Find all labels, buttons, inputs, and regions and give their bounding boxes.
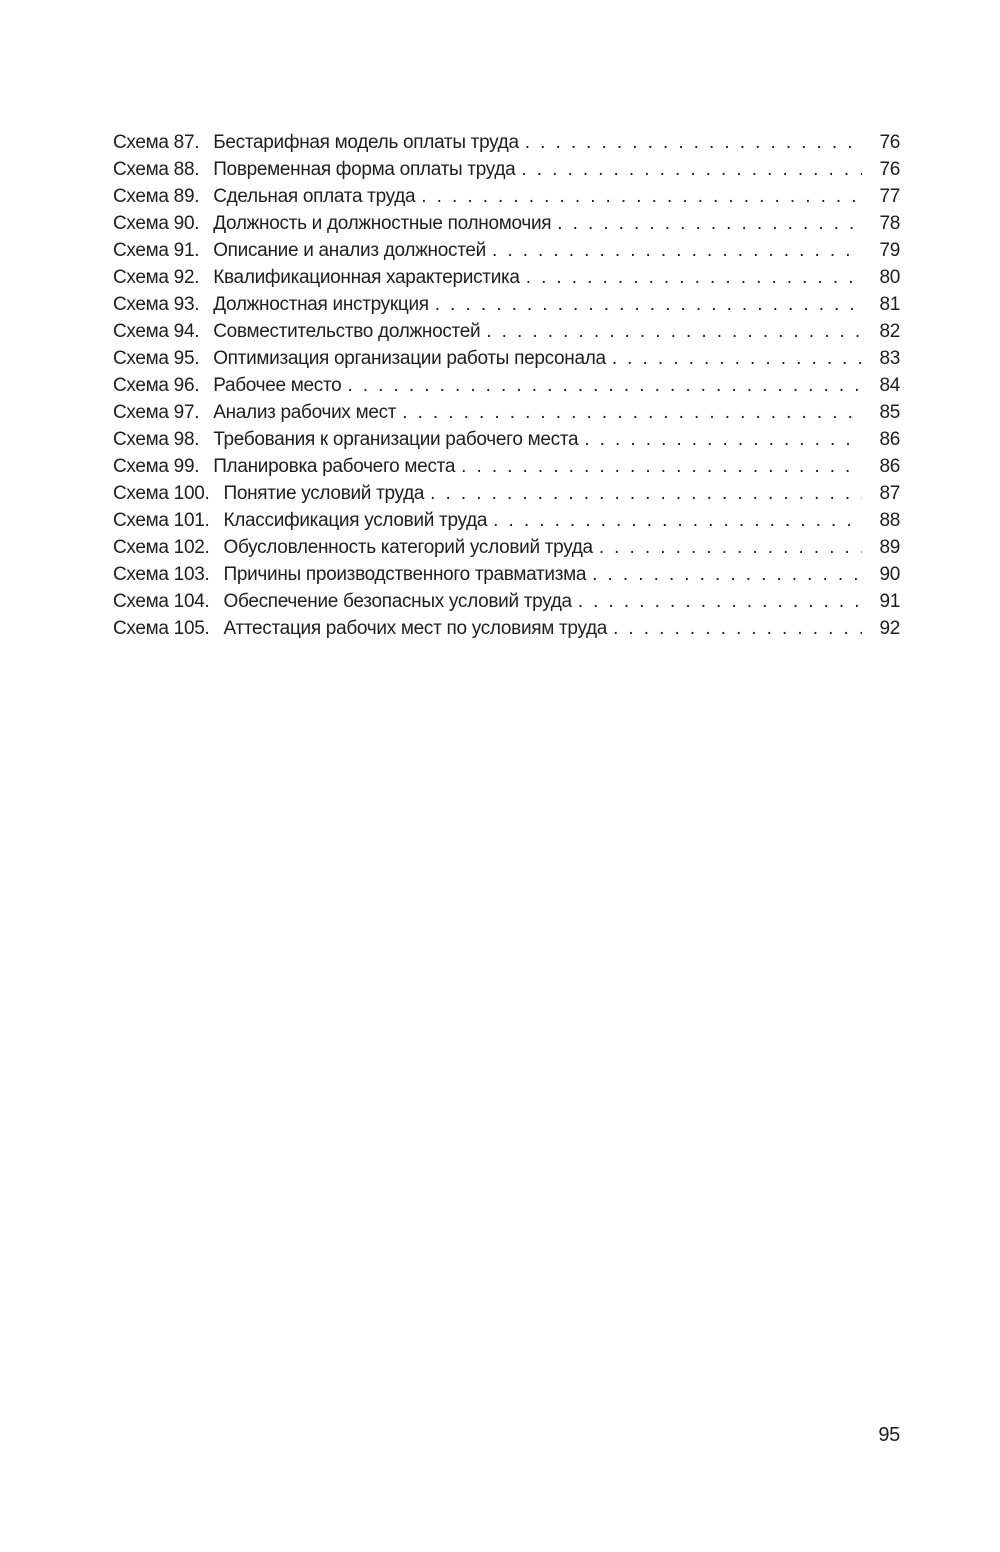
toc-entry-page: 83 [879, 348, 900, 369]
toc-entry-page: 78 [879, 213, 900, 234]
dot-leader [584, 426, 862, 453]
toc-entry-101[interactable] [113, 507, 900, 534]
toc-entry-title: Повременная форма оплаты труда [213, 159, 516, 180]
toc-entry-page: 76 [879, 159, 900, 180]
dot-leader [526, 264, 862, 291]
toc-entry-label: Схема 89. [113, 186, 200, 207]
toc-entry-97[interactable] [113, 399, 900, 426]
toc-entry-page: 86 [879, 429, 900, 450]
dot-leader [578, 588, 862, 615]
toc-entry-page: 77 [879, 186, 900, 207]
toc-entry-page: 90 [879, 564, 900, 585]
toc-entry-91[interactable] [113, 237, 900, 264]
toc-entry-89[interactable] [113, 183, 900, 210]
toc-entry-label: Схема 100. [113, 483, 210, 504]
toc-entry-104[interactable] [113, 588, 900, 615]
dot-leader [557, 210, 862, 237]
toc-entry-88[interactable] [113, 156, 900, 183]
toc-entry-title: Обеспечение безопасных условий труда [223, 591, 572, 612]
toc-entry-label: Схема 90. [113, 213, 200, 234]
toc-entry-title: Планировка рабочего места [213, 456, 456, 477]
dot-leader [492, 237, 862, 264]
dot-leader [435, 291, 862, 318]
toc-entry-103[interactable] [113, 561, 900, 588]
toc-entry-label: Схема 104. [113, 591, 210, 612]
dot-leader [461, 453, 862, 480]
toc-entry-title: Бестарифная модель оплаты труда [213, 132, 519, 153]
toc-entry-label: Схема 87. [113, 132, 200, 153]
toc-entry-92[interactable] [113, 264, 900, 291]
toc-entry-title: Рабочее место [213, 375, 342, 396]
toc-entry-label: Схема 96. [113, 375, 200, 396]
toc-entry-title: Понятие условий труда [223, 483, 425, 504]
toc-entry-title: Обусловленность категорий условий труда [223, 537, 593, 558]
toc-entry-102[interactable] [113, 534, 900, 561]
toc-entry-page: 86 [879, 456, 900, 477]
toc-entry-title: Причины производственного травматизма [223, 564, 587, 585]
toc-entry-94[interactable] [113, 318, 900, 345]
dot-leader [430, 480, 862, 507]
toc-entry-page: 80 [879, 267, 900, 288]
toc-entry-title: Совместительство должностей [213, 321, 481, 342]
toc-entry-page: 91 [879, 591, 900, 612]
dot-leader [521, 156, 862, 183]
toc-entry-page: 89 [879, 537, 900, 558]
toc-entry-95[interactable] [113, 345, 900, 372]
toc-entry-98[interactable] [113, 426, 900, 453]
toc-entry-label: Схема 101. [113, 510, 210, 531]
toc-entry-105[interactable] [113, 615, 900, 642]
dot-leader [525, 129, 862, 156]
toc-entry-title: Классификация условий труда [223, 510, 488, 531]
dot-leader [486, 318, 862, 345]
toc-entry-title: Должностная инструкция [213, 294, 429, 315]
toc-entry-99[interactable] [113, 453, 900, 480]
toc-entry-title: Описание и анализ должностей [213, 240, 486, 261]
toc-entry-page: 92 [879, 618, 900, 639]
toc-entry-page: 79 [879, 240, 900, 261]
toc-entry-93[interactable] [113, 291, 900, 318]
toc-entry-page: 76 [879, 132, 900, 153]
toc-entry-label: Схема 92. [113, 267, 200, 288]
toc-entry-label: Схема 99. [113, 456, 200, 477]
toc-entry-label: Схема 97. [113, 402, 200, 423]
toc-entry-page: 87 [879, 483, 900, 504]
toc-entry-title: Оптимизация организации работы персонала [213, 348, 606, 369]
toc-entry-title: Сдельная оплата труда [213, 186, 416, 207]
dot-leader [613, 615, 862, 642]
toc-entry-label: Схема 102. [113, 537, 210, 558]
toc-entry-87[interactable] [113, 129, 900, 156]
toc-entry-label: Схема 91. [113, 240, 200, 261]
toc-entry-96[interactable] [113, 372, 900, 399]
toc-entry-label: Схема 93. [113, 294, 200, 315]
toc-entry-title: Анализ рабочих мест [213, 402, 397, 423]
table-of-contents [113, 129, 900, 642]
toc-entry-100[interactable] [113, 480, 900, 507]
page-number: 95 [878, 1424, 900, 1446]
toc-entry-label: Схема 103. [113, 564, 210, 585]
toc-entry-90[interactable] [113, 210, 900, 237]
dot-leader [421, 183, 862, 210]
toc-entry-label: Схема 105. [113, 618, 210, 639]
dot-leader [347, 372, 862, 399]
toc-entry-label: Схема 95. [113, 348, 200, 369]
toc-entry-page: 84 [879, 375, 900, 396]
dot-leader [402, 399, 862, 426]
toc-entry-label: Схема 94. [113, 321, 200, 342]
toc-entry-title: Должность и должностные полномочия [213, 213, 552, 234]
toc-entry-page: 85 [879, 402, 900, 423]
toc-entry-label: Схема 88. [113, 159, 200, 180]
dot-leader [592, 561, 862, 588]
toc-entry-page: 88 [879, 510, 900, 531]
dot-leader [493, 507, 862, 534]
toc-entry-label: Схема 98. [113, 429, 200, 450]
toc-entry-title: Требования к организации рабочего места [213, 429, 579, 450]
toc-entry-title: Квалификационная характеристика [213, 267, 520, 288]
dot-leader [599, 534, 862, 561]
dot-leader [612, 345, 862, 372]
toc-entry-title: Аттестация рабочих мест по условиям труда [223, 618, 608, 639]
toc-entry-page: 82 [879, 321, 900, 342]
toc-entry-page: 81 [879, 294, 900, 315]
